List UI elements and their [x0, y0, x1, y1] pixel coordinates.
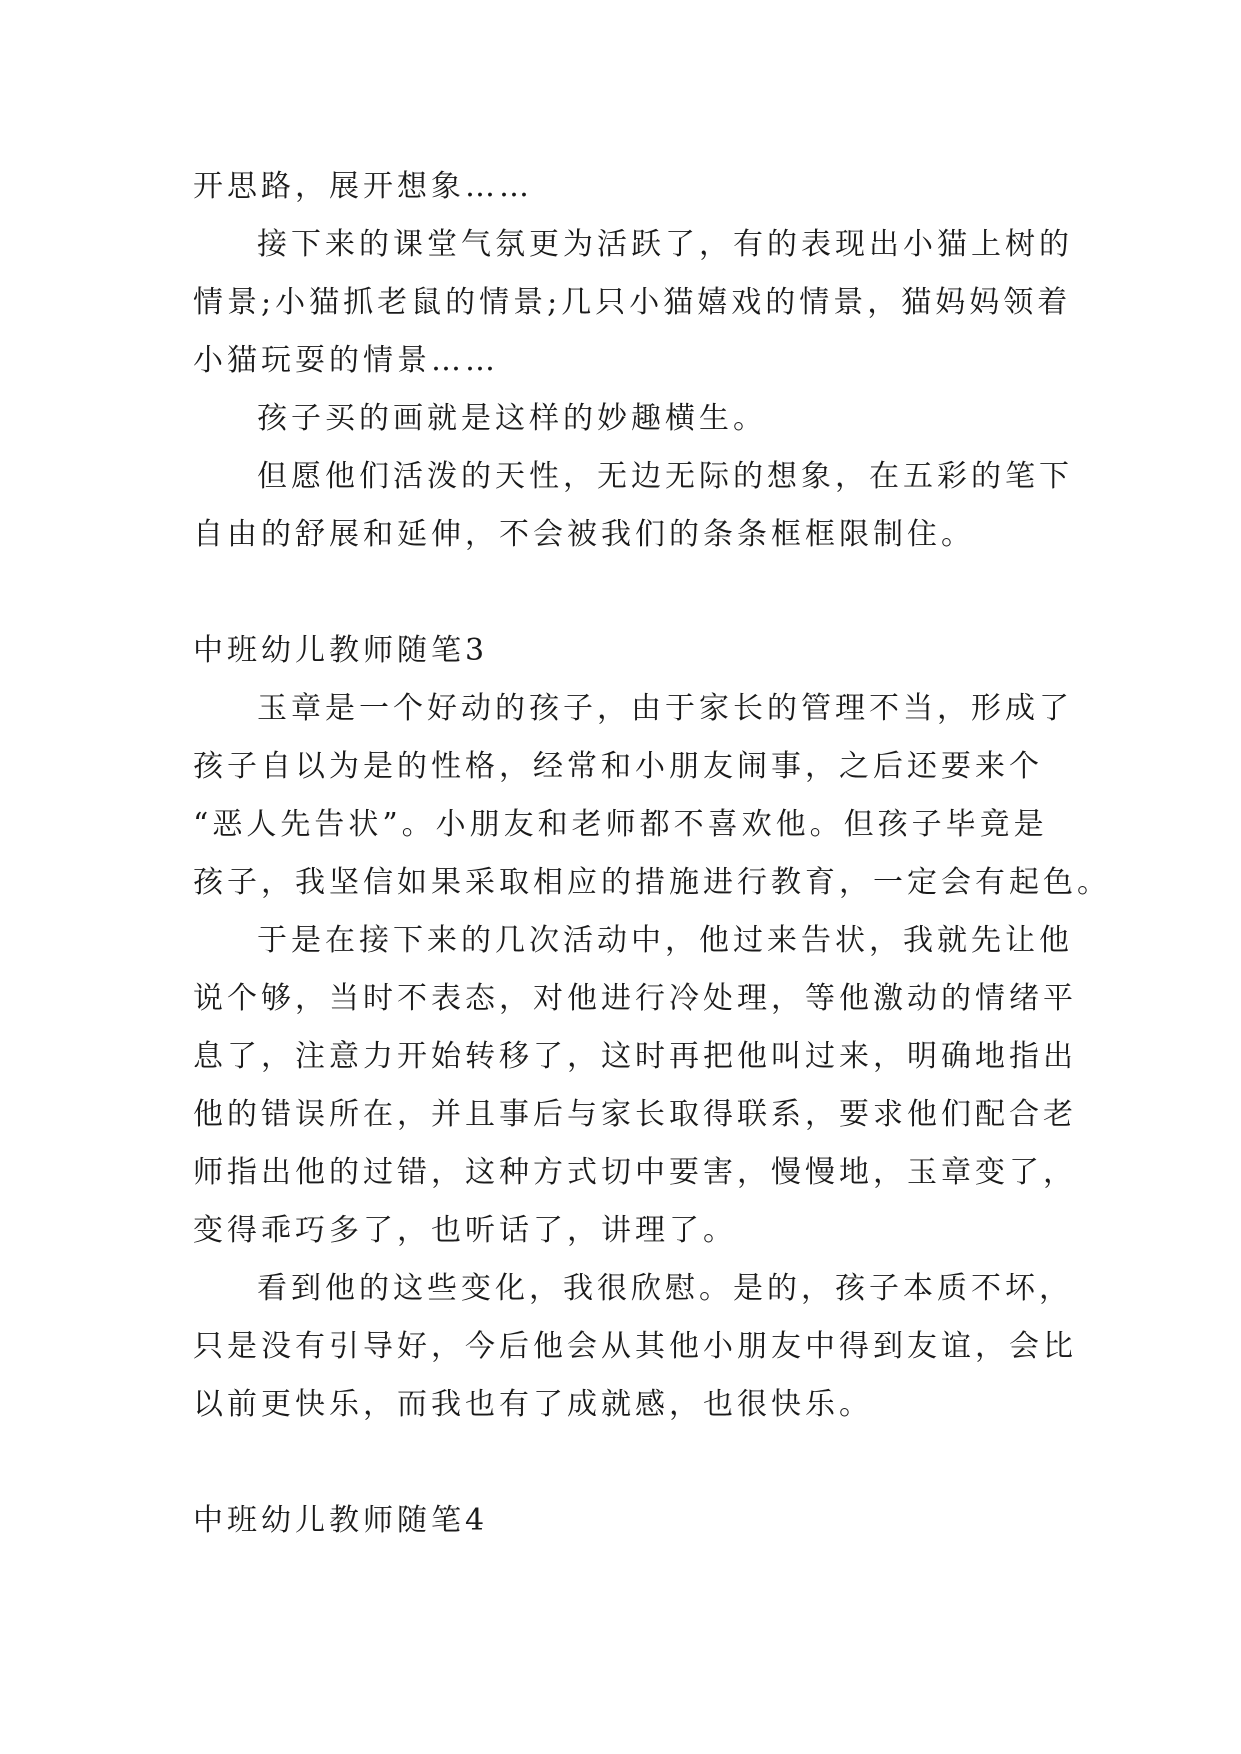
text-line: 以前更快乐，而我也有了成就感，也很快乐。	[193, 1387, 873, 1422]
text-line: 小猫玩耍的情景……	[193, 343, 499, 378]
text-line: 开思路，展开想象……	[193, 169, 533, 204]
paragraph-gap	[193, 564, 1053, 622]
text-line: 孩子，我坚信如果采取相应的措施进行教育，一定会有起色。	[193, 865, 1111, 900]
text-line: 自由的舒展和延伸，不会被我们的条条框框限制住。	[193, 517, 975, 552]
paragraph-gap	[193, 1434, 1053, 1492]
text-line: 玉章是一个好动的孩子，由于家长的管理不当，形成了	[257, 691, 1073, 726]
text-line: 于是在接下来的几次活动中，他过来告状，我就先让他	[257, 923, 1073, 958]
text-line: 孩子自以为是的性格，经常和小朋友闹事，之后还要来个	[193, 749, 1043, 784]
text-line: 看到他的这些变化，我很欣慰。是的，孩子本质不坏，	[257, 1271, 1073, 1306]
section-heading: 中班幼儿教师随笔4	[193, 1503, 489, 1538]
text-line: 息了，注意力开始转移了，这时再把他叫过来，明确地指出	[193, 1039, 1077, 1074]
text-line: “恶人先告状”。小朋友和老师都不喜欢他。但孩子毕竟是	[193, 807, 1048, 842]
text-line: 孩子买的画就是这样的妙趣横生。	[257, 401, 767, 436]
text-line: 变得乖巧多了，也听话了，讲理了。	[193, 1213, 737, 1248]
text-line: 只是没有引导好，今后他会从其他小朋友中得到友谊，会比	[193, 1329, 1077, 1364]
text-line: 他的错误所在，并且事后与家长取得联系，要求他们配合老	[193, 1097, 1077, 1132]
text-line: 说个够，当时不表态，对他进行冷处理，等他激动的情绪平	[193, 981, 1077, 1016]
section-heading: 中班幼儿教师随笔3	[193, 633, 489, 668]
text-line: 情景;小猫抓老鼠的情景;几只小猫嬉戏的情景，猫妈妈领着	[193, 285, 1072, 320]
text-line: 师指出他的过错，这种方式切中要害，慢慢地，玉章变了，	[193, 1155, 1077, 1190]
text-line: 但愿他们活泼的天性，无边无际的想象，在五彩的笔下	[257, 459, 1073, 494]
document-body	[193, 158, 1111, 1550]
text-line: 接下来的课堂气氛更为活跃了，有的表现出小猫上树的	[257, 227, 1073, 262]
